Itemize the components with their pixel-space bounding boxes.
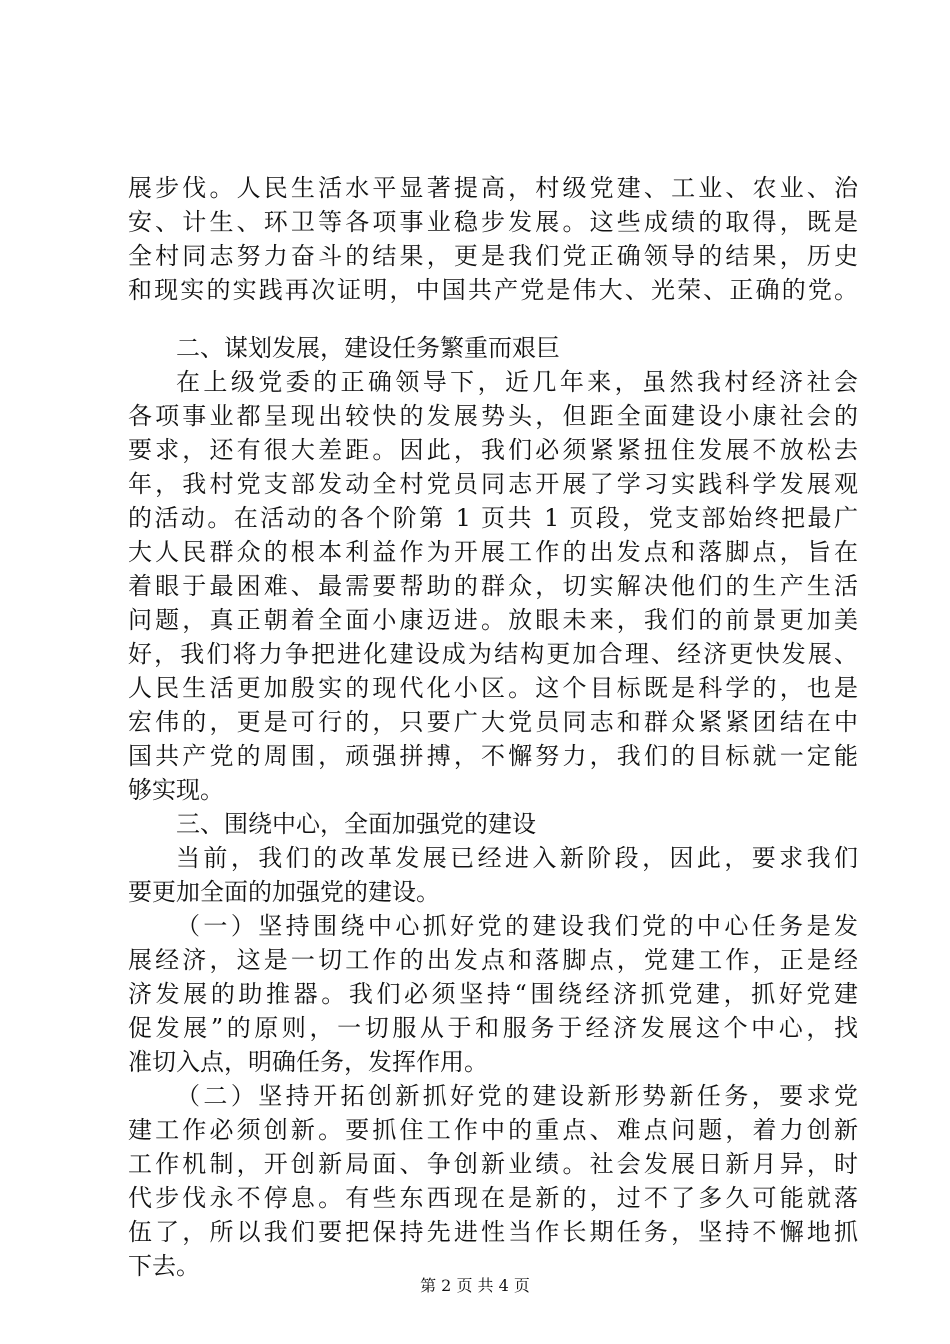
paragraph-line: 代步伐永不停息。有些东西现在是新的，过不了多久可能就落 (128, 1184, 858, 1212)
paragraph-line: （一）坚持围绕中心抓好党的建设我们党的中心任务是发 (176, 912, 858, 940)
paragraph-line: 和现实的实践再次证明，中国共产党是伟大、光荣、正确的党。 (128, 276, 858, 304)
paragraph-line: （二）坚持开拓创新抓好党的建设新形势新任务，要求党 (176, 1082, 858, 1110)
paragraph-line: 各项事业都呈现出较快的发展势头，但距全面建设小康社会的 (128, 402, 858, 430)
paragraph-line: 展经济，这是一切工作的出发点和落脚点，党建工作，正是经 (128, 946, 858, 974)
paragraph-line: 宏伟的，更是可行的，只要广大党员同志和群众紧紧团结在中 (128, 708, 858, 736)
paragraph-line: 工作机制，开创新局面、争创新业绩。社会发展日新月异，时 (128, 1150, 858, 1178)
paragraph-line: 伍了，所以我们要把保持先进性当作长期任务，坚持不懈地抓 (128, 1218, 858, 1246)
paragraph-line: 大人民群众的根本利益作为开展工作的出发点和落脚点，旨在 (128, 538, 858, 566)
paragraph-line: 的活动。在活动的各个阶第 1 页共 1 页段，党支部始终把最广 (128, 504, 858, 532)
paragraph-line: 国共产党的周围，顽强拼搏，不懈努力，我们的目标就一定能 (128, 742, 858, 770)
paragraph-line: 年，我村党支部发动全村党员同志开展了学习实践科学发展观 (128, 470, 858, 498)
paragraph-line: 下去。 (128, 1252, 200, 1280)
paragraph-line: 建工作必须创新。要抓住工作中的重点、难点问题，着力创新 (128, 1116, 858, 1144)
paragraph-line: 全村同志努力奋斗的结果，更是我们党正确领导的结果，历史 (128, 242, 858, 270)
paragraph-line: 准切入点，明确任务，发挥作用。 (128, 1048, 488, 1076)
paragraph-line: 着眼于最困难、最需要帮助的群众，切实解决他们的生产生活 (128, 572, 858, 600)
paragraph-line: 人民生活更加殷实的现代化小区。这个目标既是科学的，也是 (128, 674, 858, 702)
paragraph-line: 问题，真正朝着全面小康迈进。放眼未来，我们的前景更加美 (128, 606, 858, 634)
paragraph-line: 济发展的助推器。我们必须坚持“围绕经济抓党建，抓好党建 (128, 980, 858, 1008)
section-heading: 二、谋划发展，建设任务繁重而艰巨 (176, 334, 560, 362)
paragraph-line: 在上级党委的正确领导下，近几年来，虽然我村经济社会 (176, 368, 858, 396)
paragraph-line: 展步伐。人民生活水平显著提高，村级党建、工业、农业、治 (128, 174, 858, 202)
section-heading: 三、围绕中心，全面加强党的建设 (176, 810, 536, 838)
paragraph-line: 要求，还有很大差距。因此，我们必须紧紧扭住发展不放松去 (128, 436, 858, 464)
paragraph-line: 够实现。 (128, 776, 224, 804)
page-number-footer: 第 2 页 共 4 页 (420, 1276, 530, 1295)
paragraph-line: 要更加全面的加强党的建设。 (128, 878, 440, 906)
paragraph-line: 当前，我们的改革发展已经进入新阶段，因此，要求我们 (176, 844, 858, 872)
paragraph-line: 促发展”的原则，一切服从于和服务于经济发展这个中心，找 (128, 1014, 858, 1042)
paragraph-line: 好，我们将力争把进化建设成为结构更加合理、经济更快发展、 (128, 640, 858, 668)
paragraph-line: 安、计生、环卫等各项事业稳步发展。这些成绩的取得，既是 (128, 208, 858, 236)
